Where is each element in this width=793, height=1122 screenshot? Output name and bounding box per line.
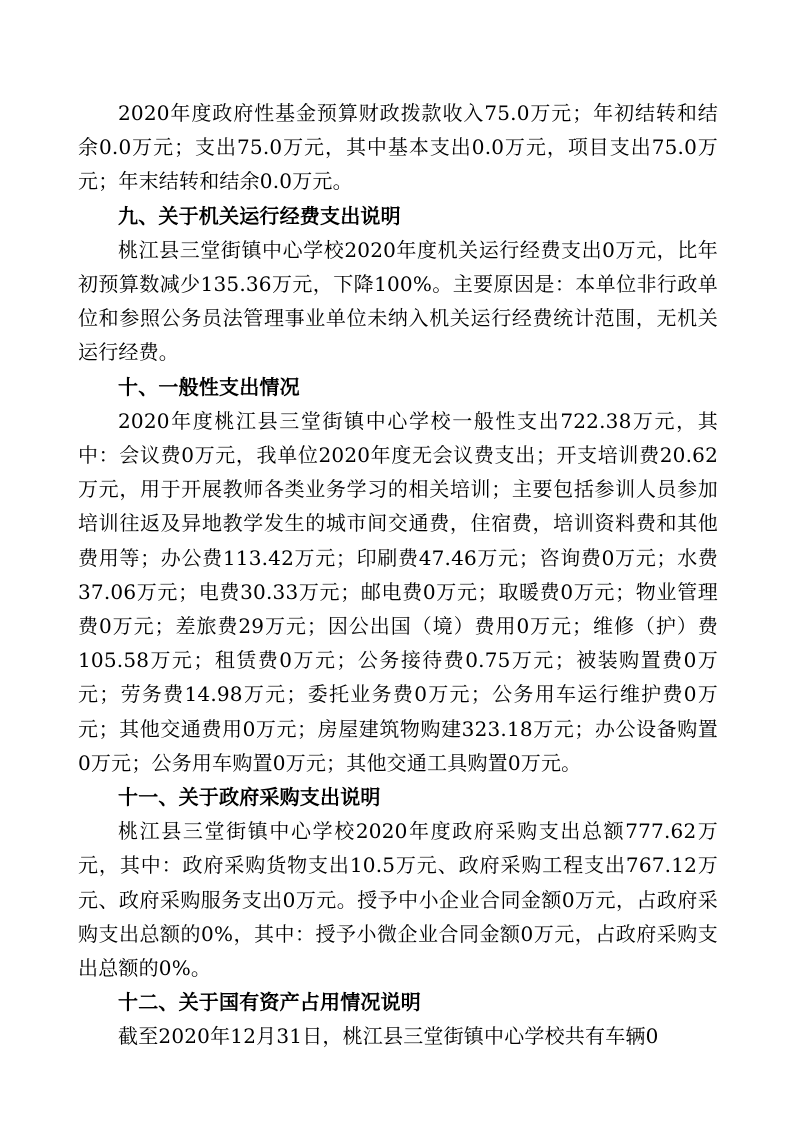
section-12-heading: 十二、关于国有资产占用情况说明 <box>118 990 421 1015</box>
document-page <box>78 96 718 1054</box>
fund-budget-paragraph: 2020年度政府性基金预算财政拨款收入75.0万元；年初结转和结余0.0万元；支出75.0万元，其中基本支出0.0万元，项目支出75.0万元；年末结转和结余0.0万元。 <box>78 101 718 194</box>
section-9-heading: 九、关于机关运行经费支出说明 <box>118 203 401 228</box>
state-assets-paragraph: 截至2020年12月31日，桃江县三堂街镇中心学校共有车辆0 <box>118 1024 659 1049</box>
operating-expense-paragraph: 桃江县三堂街镇中心学校2020年度机关运行经费支出0万元，比年初预算数减少135.36万元，下降100%。主要原因是：本单位非行政单位和参照公务员法管理事业单位未纳入机关运行经费统计范围，无机关运行经费。 <box>78 237 718 365</box>
section-11-heading: 十一、关于政府采购支出说明 <box>118 785 381 810</box>
general-expense-paragraph: 2020年度桃江县三堂街镇中心学校一般性支出722.38万元，其中：会议费0万元，我单位2020年度无会议费支出；开支培训费20.62万元，用于开展教师各类业务学习的相关培训；主要包括参训人员参加培训往返及异地教学发生的城市间交通费，住宿费，培训资料费和其他费用等；办公费113.42万元；印刷费47.46万元；咨询费0万元；水费37.06万元；电费30.33万元；邮电费0万元；取暖费0万元；物业管理费0万元；差旅费29万元；因公出国（境）费用0万元；维修（护）费105.58万元；租赁费0万元；公务接待费0.75万元；被装购置费0万元；劳务费14.98万元；委托业务费0万元；公务用车运行维护费0万元；其他交通费用0万元；房屋建筑物购建323.18万元；办公设备购置0万元；公务用车购置0万元；其他交通工具购置0万元。 <box>78 408 718 775</box>
section-10-heading: 十、一般性支出情况 <box>118 374 300 399</box>
procurement-paragraph: 桃江县三堂街镇中心学校2020年度政府采购支出总额777.62万元，其中：政府采购货物支出10.5万元、政府采购工程支出767.12万元、政府采购服务支出0万元。授予中小企业合同金额0万元，占政府采购支出总额的0%，其中：授予小微企业合同金额0万元，占政府采购支出总额的0%。 <box>78 819 718 981</box>
